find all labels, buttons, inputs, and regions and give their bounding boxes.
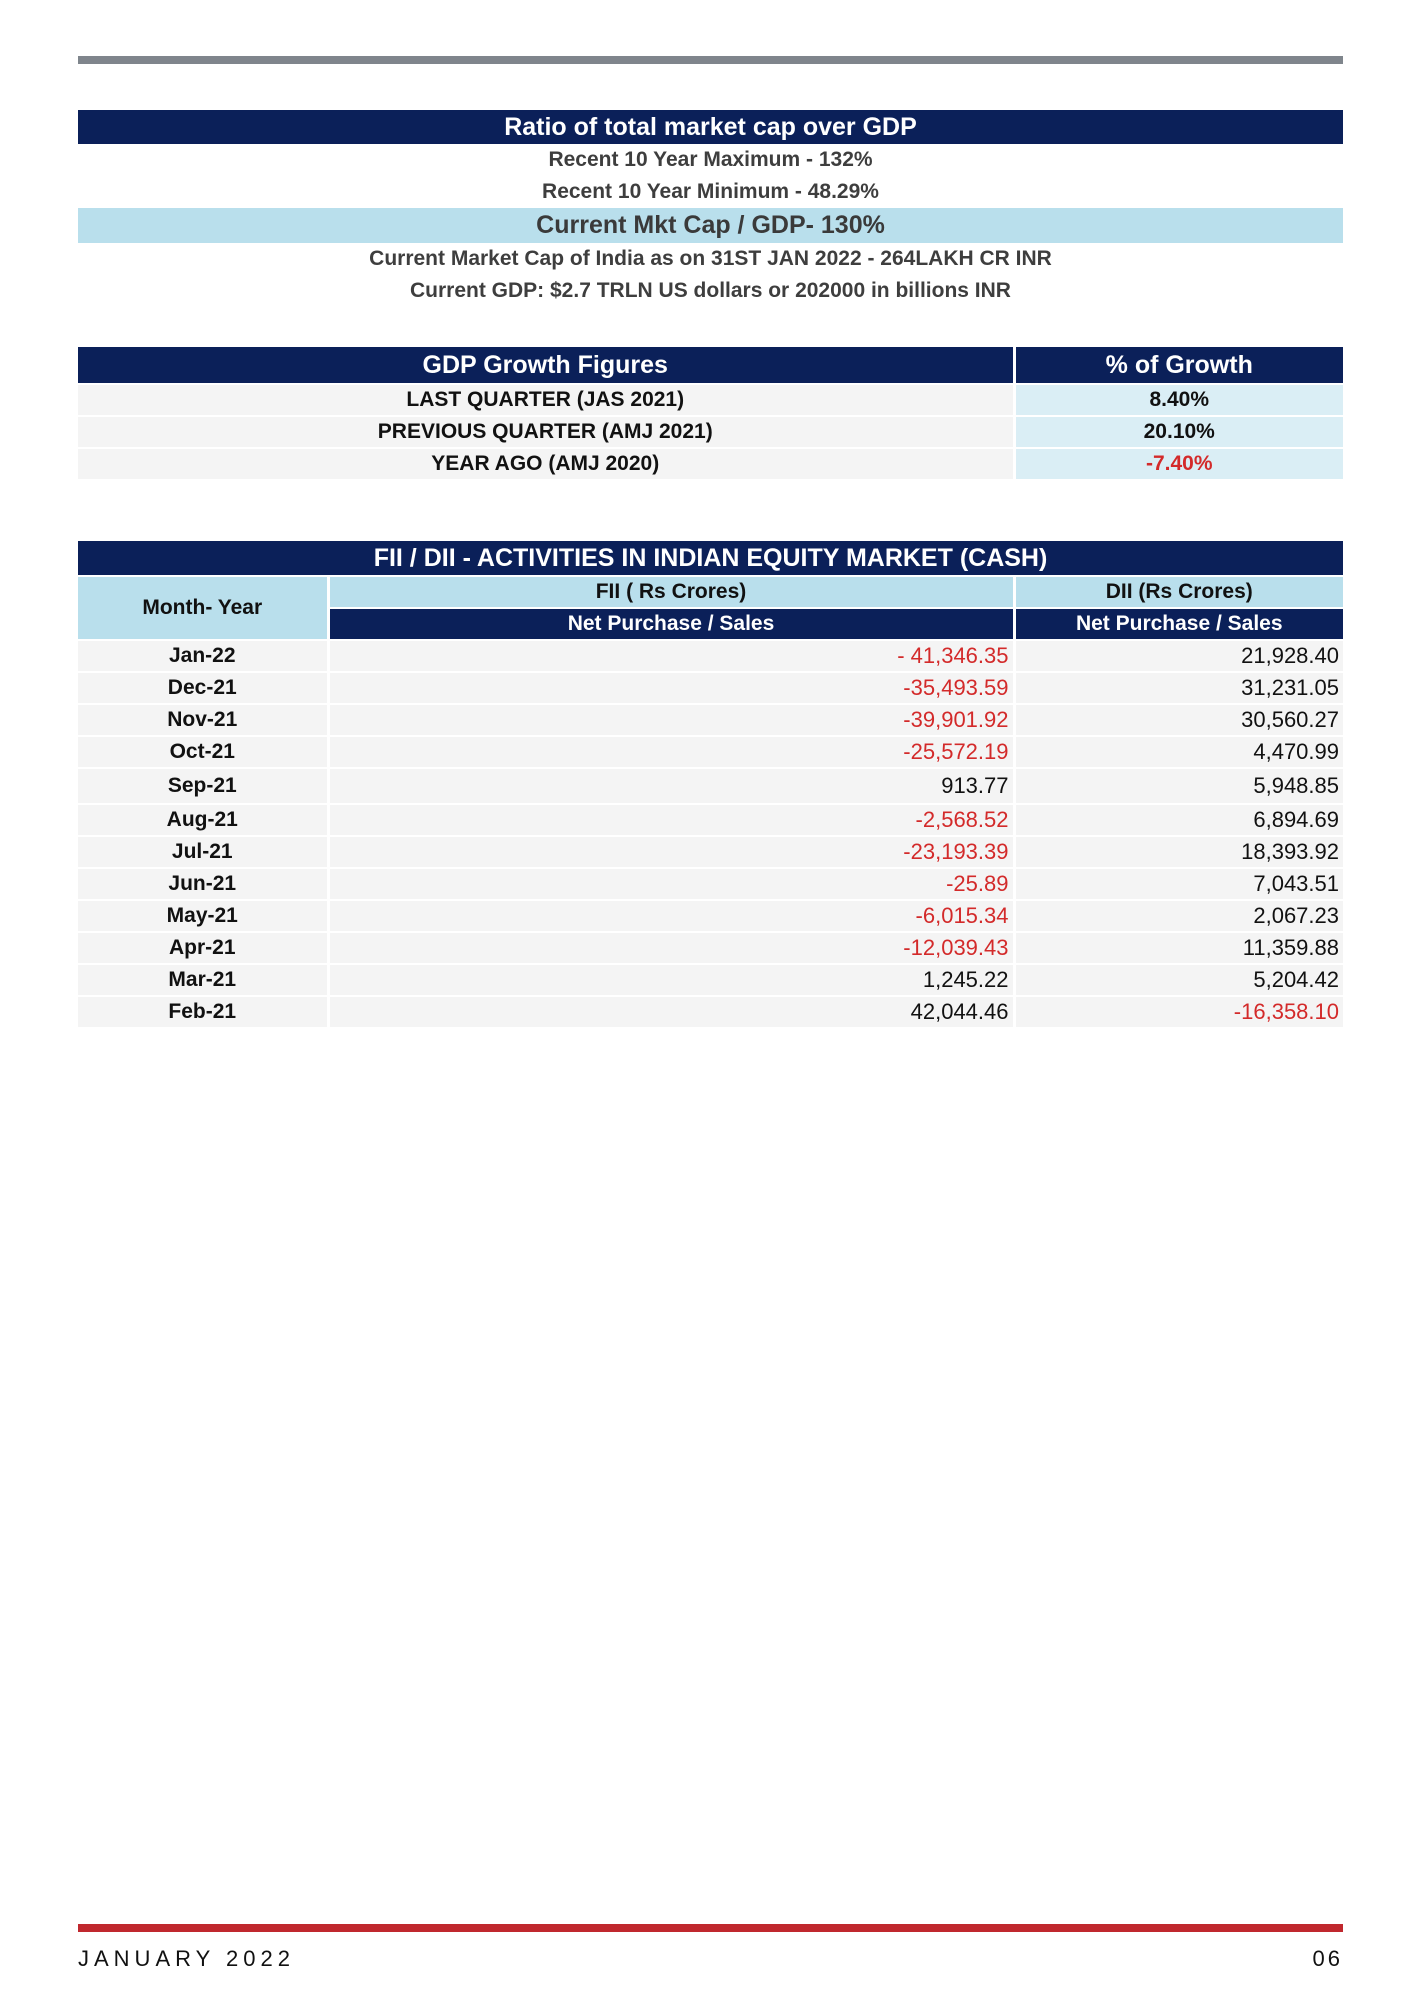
dii-value-cell: 11,359.88 — [1014, 932, 1343, 964]
table-row — [78, 448, 1343, 480]
table-row — [78, 704, 1343, 736]
month-year-header: Month- Year — [78, 576, 328, 640]
dii-value-cell: 31,231.05 — [1014, 672, 1343, 704]
ratio-title: Ratio of total market cap over GDP — [78, 110, 1343, 144]
ratio-gdp-line: Current GDP: $2.7 TRLN US dollars or 202000 in billions INR — [410, 279, 1011, 302]
month-cell: Oct-21 — [78, 736, 328, 768]
fii-dii-table — [78, 541, 1343, 1029]
month-cell: Apr-21 — [78, 932, 328, 964]
dii-value-cell: 7,043.51 — [1014, 868, 1343, 900]
dii-value-cell: 6,894.69 — [1014, 804, 1343, 836]
fii-value-cell: -39,901.92 — [328, 704, 1014, 736]
fii-value-cell: -25,572.19 — [328, 736, 1014, 768]
dii-value-cell: -16,358.10 — [1014, 996, 1343, 1028]
gdp-row-label: LAST QUARTER (JAS 2021) — [78, 384, 1014, 416]
dii-value-cell: 30,560.27 — [1014, 704, 1343, 736]
fii-value-cell: -6,015.34 — [328, 900, 1014, 932]
gdp-row-value: 20.10% — [1014, 416, 1343, 448]
fii-value-cell: -35,493.59 — [328, 672, 1014, 704]
dii-value-cell: 2,067.23 — [1014, 900, 1343, 932]
table-row — [78, 868, 1343, 900]
table-row — [78, 964, 1343, 996]
fii-title-row — [78, 541, 1343, 576]
dii-subheader: Net Purchase / Sales — [1014, 608, 1343, 640]
month-cell: Mar-21 — [78, 964, 328, 996]
table-row — [78, 996, 1343, 1028]
dii-value-cell: 21,928.40 — [1014, 640, 1343, 672]
footer-month: JANUARY 2022 — [78, 1946, 295, 1971]
fii-header-row — [78, 576, 1343, 608]
month-cell: Jan-22 — [78, 640, 328, 672]
table-row — [78, 672, 1343, 704]
month-cell: Jul-21 — [78, 836, 328, 868]
ratio-mktcap-line: Current Market Cap of India as on 31ST JAN 2022 - 264LAKH CR INR — [369, 247, 1052, 270]
fii-subheader: Net Purchase / Sales — [328, 608, 1014, 640]
table-row — [78, 416, 1343, 448]
gdp-header-row — [78, 347, 1343, 384]
dii-value-cell: 5,948.85 — [1014, 768, 1343, 804]
fii-value-cell: - 41,346.35 — [328, 640, 1014, 672]
bottom-rule — [78, 1924, 1343, 1932]
table-row — [78, 640, 1343, 672]
top-rule — [78, 56, 1343, 64]
gdp-row-label: YEAR AGO (AMJ 2020) — [78, 448, 1014, 480]
gdp-row-value: -7.40% — [1014, 448, 1343, 480]
table-row — [78, 384, 1343, 416]
fii-rows — [78, 640, 1343, 1028]
month-cell: Dec-21 — [78, 672, 328, 704]
ratio-min-line: Recent 10 Year Minimum - 48.29% — [542, 180, 879, 203]
dii-value-cell: 5,204.42 — [1014, 964, 1343, 996]
fii-value-cell: 42,044.46 — [328, 996, 1014, 1028]
fii-value-cell: -23,193.39 — [328, 836, 1014, 868]
fii-header: FII ( Rs Crores) — [328, 576, 1014, 608]
fii-value-cell: -2,568.52 — [328, 804, 1014, 836]
ratio-max-line: Recent 10 Year Maximum - 132% — [548, 148, 873, 171]
gdp-row-label: PREVIOUS QUARTER (AMJ 2021) — [78, 416, 1014, 448]
month-cell: Nov-21 — [78, 704, 328, 736]
gdp-header-label: GDP Growth Figures — [78, 347, 1014, 384]
fii-value-cell: 1,245.22 — [328, 964, 1014, 996]
dii-header: DII (Rs Crores) — [1014, 576, 1343, 608]
page-number: 06 — [1312, 1946, 1343, 1971]
market-cap-gdp-ratio-section — [78, 110, 1343, 307]
gdp-row-value: 8.40% — [1014, 384, 1343, 416]
fii-value-cell: 913.77 — [328, 768, 1014, 804]
table-row — [78, 836, 1343, 868]
gdp-header-value: % of Growth — [1014, 347, 1343, 384]
fii-table-title: FII / DII - ACTIVITIES IN INDIAN EQUITY MARKET (CASH) — [78, 541, 1343, 576]
month-cell: Aug-21 — [78, 804, 328, 836]
table-row — [78, 768, 1343, 804]
table-row — [78, 900, 1343, 932]
dii-value-cell: 4,470.99 — [1014, 736, 1343, 768]
table-row — [78, 932, 1343, 964]
table-row — [78, 736, 1343, 768]
month-cell: Sep-21 — [78, 768, 328, 804]
month-cell: Feb-21 — [78, 996, 328, 1028]
month-cell: May-21 — [78, 900, 328, 932]
month-cell: Jun-21 — [78, 868, 328, 900]
dii-value-cell: 18,393.92 — [1014, 836, 1343, 868]
fii-value-cell: -25.89 — [328, 868, 1014, 900]
ratio-current-line: Current Mkt Cap / GDP- 130% — [78, 208, 1343, 243]
table-row — [78, 804, 1343, 836]
fii-value-cell: -12,039.43 — [328, 932, 1014, 964]
gdp-growth-table — [78, 347, 1343, 481]
